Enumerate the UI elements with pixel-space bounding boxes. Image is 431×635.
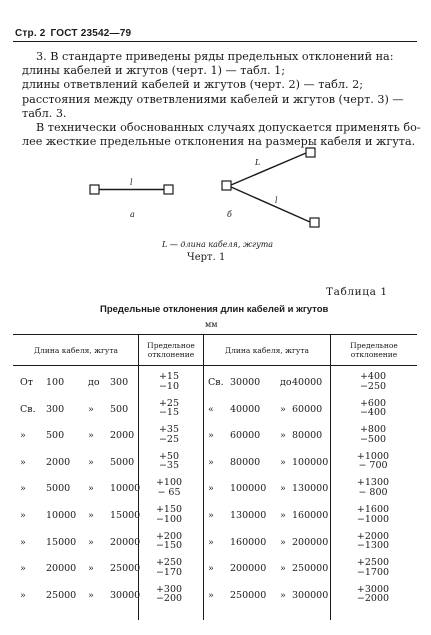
tolerance-plus: +1300: [356, 477, 390, 489]
row-prefix: »: [208, 510, 214, 521]
row-prefix: »: [208, 483, 214, 495]
table-top-rule: [13, 334, 417, 335]
paragraph-line: В технически обоснованных случаях допускается применять бо-: [36, 121, 421, 134]
tolerance-cell: [353, 505, 393, 524]
tolerance-minus: − 65: [157, 486, 181, 498]
page-number: Стр. 2: [15, 28, 46, 39]
tolerance-cell: [149, 558, 189, 577]
row-separator: »: [280, 589, 286, 601]
tolerance-cell: [353, 585, 393, 604]
row-separator: »: [88, 563, 94, 575]
row-from-value: 60000: [230, 430, 261, 442]
table-label: Таблица 1: [326, 286, 388, 298]
tolerance-plus: +15: [158, 371, 180, 382]
tolerance-cell: [353, 532, 393, 551]
header-rule: [13, 41, 417, 42]
tolerance-minus: −35: [158, 460, 180, 472]
row-to-value: 5000: [110, 456, 135, 468]
row-prefix: Св.: [208, 377, 224, 388]
tolerance-plus: +2000: [356, 530, 390, 542]
tolerance-minus: −1700: [356, 566, 390, 578]
column-header-tolerance: [331, 341, 417, 359]
row-prefix: »: [208, 456, 214, 468]
row-to-value: 15000: [110, 510, 141, 521]
row-separator: до: [88, 377, 100, 388]
tolerance-minus: −200: [155, 593, 183, 605]
row-prefix: »: [20, 589, 26, 601]
row-separator: »: [280, 430, 286, 442]
row-from-value: 500: [46, 430, 65, 442]
connector-square: [164, 185, 173, 194]
row-prefix: »: [20, 563, 26, 575]
row-to-value: 250000: [292, 563, 329, 575]
table-header-rule: [13, 365, 417, 366]
tolerance-cell: [149, 372, 189, 391]
paragraph-3: [22, 50, 418, 121]
row-prefix: »: [20, 483, 26, 495]
page-header: [15, 28, 131, 39]
row-from-value: 100: [46, 377, 65, 388]
row-separator: »: [88, 536, 94, 548]
row-to-value: 30000: [110, 589, 141, 601]
row-separator: »: [88, 510, 94, 521]
column-header-line: Предельное: [350, 341, 398, 350]
row-prefix: »: [208, 563, 214, 575]
row-separator: »: [280, 536, 286, 548]
cable-branch-line: [231, 153, 306, 185]
tolerance-minus: −250: [359, 380, 387, 392]
standard-number: ГОСТ 23542—79: [50, 28, 132, 39]
table-vertical-rule: [330, 334, 331, 620]
tolerance-minus: −400: [359, 407, 387, 419]
row-from-value: 200000: [230, 563, 267, 575]
row-to-value: 10000: [110, 483, 141, 495]
row-prefix: От: [20, 377, 34, 388]
row-separator: »: [88, 430, 94, 442]
row-separator: »: [88, 403, 94, 415]
column-header-length: Длина кабеля, жгута: [225, 346, 309, 355]
row-to-value: 500: [110, 403, 129, 415]
row-separator: »: [280, 456, 286, 468]
tolerance-minus: −150: [155, 540, 183, 552]
tolerance-plus: +25: [158, 397, 180, 409]
tolerance-minus: −25: [158, 433, 180, 445]
connector-square: [90, 185, 99, 194]
row-to-value: 2000: [110, 430, 135, 442]
tolerance-cell: [149, 505, 189, 524]
tolerance-plus: +150: [155, 504, 183, 515]
row-separator: »: [280, 510, 286, 521]
table-vertical-rule: [203, 334, 204, 620]
row-from-value: 2000: [46, 456, 71, 468]
figure-legend: L — длина кабеля, жгута: [162, 240, 274, 249]
column-header-length: Длина кабеля, жгута: [34, 346, 118, 355]
column-header-line: отклонение: [147, 350, 195, 359]
tolerance-cell: [353, 425, 393, 444]
row-from-value: 100000: [230, 483, 267, 495]
row-prefix: Св.: [20, 403, 36, 415]
row-from-value: 300: [46, 403, 65, 415]
row-prefix: »: [208, 430, 214, 442]
row-to-value: 160000: [292, 510, 329, 521]
tolerance-minus: − 700: [358, 460, 388, 472]
tolerance-plus: +1000: [356, 450, 390, 462]
paragraph-line: лее жесткие предельные отклонения на размеры кабеля и жгута.: [22, 135, 416, 149]
cable-branch-line: [231, 187, 310, 222]
row-to-value: 60000: [292, 403, 323, 415]
paragraph-line: длины кабелей и жгутов (черт. 1) — табл. 1;: [22, 64, 285, 78]
row-from-value: 10000: [46, 510, 77, 521]
table-title: Предельные отклонения длин кабелей и жгутов: [100, 304, 329, 315]
tolerance-plus: +100: [155, 477, 183, 489]
row-from-value: 15000: [46, 536, 77, 548]
tolerance-cell: [149, 585, 189, 604]
paragraph-line: длины ответвлений кабелей и жгутов (черт. 2) — табл. 2;: [22, 78, 363, 92]
tolerance-cell: [353, 452, 393, 471]
tolerance-plus: +400: [359, 371, 387, 382]
connector-square: [222, 181, 231, 190]
tolerance-plus: +600: [359, 397, 387, 409]
row-from-value: 25000: [46, 589, 77, 601]
tolerance-minus: − 800: [358, 486, 388, 498]
row-from-value: 40000: [230, 403, 261, 415]
tolerance-minus: −1000: [356, 513, 390, 525]
tolerance-plus: +3000: [356, 583, 390, 595]
row-to-value: 130000: [292, 483, 329, 495]
length-label: l: [130, 178, 133, 187]
tolerance-cell: [149, 452, 189, 471]
row-to-value: 100000: [292, 456, 329, 468]
row-separator: »: [88, 483, 94, 495]
row-prefix: »: [20, 536, 26, 548]
row-to-value: 300000: [292, 589, 329, 601]
tolerance-minus: −500: [359, 433, 387, 445]
row-from-value: 30000: [230, 377, 261, 388]
row-to-value: 200000: [292, 536, 329, 548]
connector-square: [310, 218, 319, 227]
row-prefix: »: [208, 589, 214, 601]
tolerance-minus: −1300: [356, 540, 390, 552]
row-separator: до: [280, 377, 292, 388]
connector-square: [306, 148, 315, 157]
row-prefix: »: [20, 430, 26, 442]
row-prefix: »: [20, 510, 26, 521]
length-label: l: [275, 196, 278, 205]
table-unit: мм: [205, 320, 218, 329]
tolerance-plus: +35: [158, 424, 180, 436]
tolerance-plus: +800: [359, 424, 387, 436]
row-from-value: 5000: [46, 483, 71, 495]
column-header-line: отклонение: [350, 350, 398, 359]
tolerance-plus: +1600: [356, 504, 390, 515]
tolerance-plus: +200: [155, 530, 183, 542]
row-prefix: »: [208, 536, 214, 548]
row-to-value: 25000: [110, 563, 141, 575]
tolerance-cell: [353, 558, 393, 577]
tolerance-minus: −10: [158, 380, 180, 392]
tolerance-cell: [353, 372, 393, 391]
tolerance-cell: [353, 478, 393, 497]
figure-caption: Черт. 1: [187, 252, 226, 263]
table-vertical-rule: [138, 334, 139, 620]
length-label: L: [255, 158, 261, 167]
tolerance-cell: [353, 399, 393, 418]
row-from-value: 20000: [46, 563, 77, 575]
row-from-value: 250000: [230, 589, 267, 601]
tolerance-minus: −15: [158, 407, 180, 419]
row-separator: »: [280, 483, 286, 495]
tolerance-cell: [149, 532, 189, 551]
row-prefix: «: [208, 403, 214, 415]
row-to-value: 20000: [110, 536, 141, 548]
tolerance-plus: +50: [158, 450, 180, 462]
tolerance-cell: [149, 478, 189, 497]
tolerance-plus: +250: [155, 557, 183, 569]
tolerance-minus: −100: [155, 513, 183, 525]
row-separator: »: [280, 403, 286, 415]
row-separator: »: [88, 456, 94, 468]
row-to-value: 300: [110, 377, 129, 388]
column-header-line: Предельное: [147, 341, 195, 350]
column-header-tolerance: [139, 341, 203, 359]
variant-label-b: б: [227, 210, 232, 219]
tolerance-minus: −170: [155, 566, 183, 578]
paragraph-line: расстояния между ответвлениями кабелей и жгутов (черт. 3) —: [22, 92, 404, 106]
row-from-value: 130000: [230, 510, 267, 521]
tolerance-cell: [149, 425, 189, 444]
row-from-value: 80000: [230, 456, 261, 468]
row-separator: »: [280, 563, 286, 575]
tolerance-plus: +300: [155, 583, 183, 595]
row-separator: »: [88, 589, 94, 601]
variant-label-a: a: [130, 210, 135, 219]
tolerance-plus: +2500: [356, 557, 390, 569]
row-to-value: 40000: [292, 377, 323, 388]
paragraph-line: табл. 3.: [22, 106, 67, 120]
row-to-value: 80000: [292, 430, 323, 442]
row-from-value: 160000: [230, 536, 267, 548]
tolerance-minus: −2000: [356, 593, 390, 605]
tolerance-cell: [149, 399, 189, 418]
paragraph-line: 3. В стандарте приведены ряды предельных отклонений на:: [36, 50, 394, 63]
row-prefix: »: [20, 456, 26, 468]
